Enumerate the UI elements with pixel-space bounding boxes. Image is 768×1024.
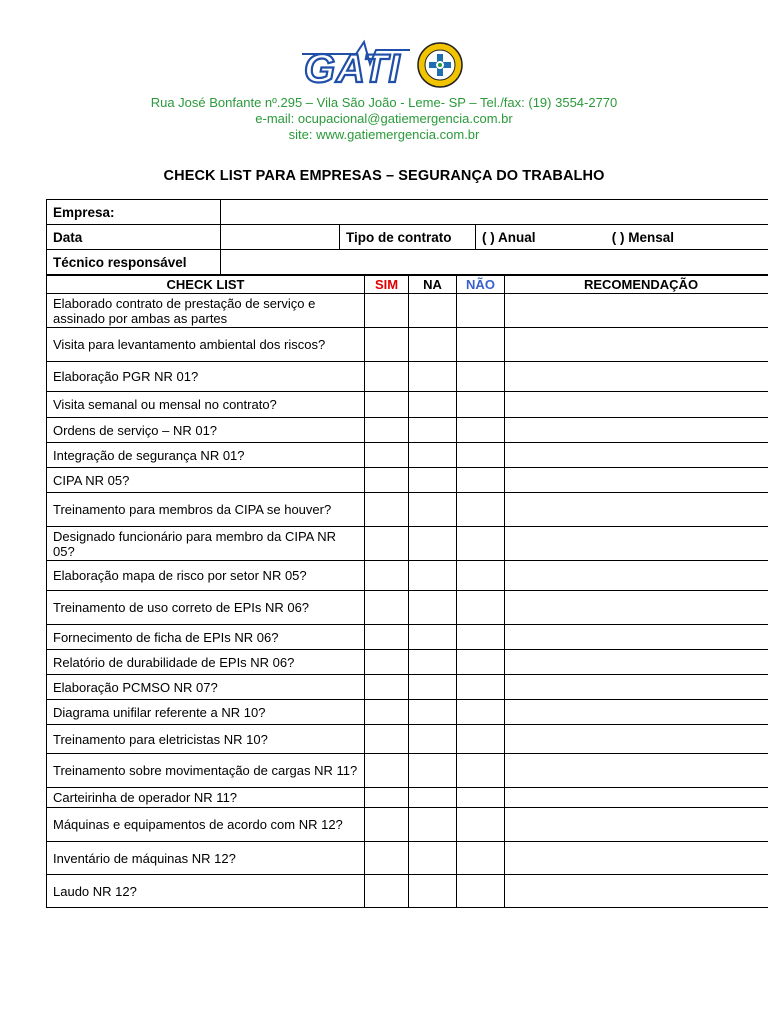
tecnico-field[interactable] [221,250,768,275]
sim-checkbox[interactable] [365,875,409,908]
na-checkbox[interactable] [409,443,457,468]
recomendacao-field[interactable] [505,591,768,625]
sim-checkbox[interactable] [365,443,409,468]
recomendacao-field[interactable] [505,788,768,808]
table-row [47,328,768,362]
nao-checkbox[interactable] [457,754,505,788]
nao-checkbox[interactable] [457,675,505,700]
col-sim-header: SIM [365,276,409,294]
checklist-item: Treinamento para membros da CIPA se houver? [47,493,365,527]
col-nao-header: NÃO [457,276,505,294]
table-row [47,527,768,561]
recomendacao-field[interactable] [505,561,768,591]
na-checkbox[interactable] [409,675,457,700]
sim-checkbox[interactable] [365,625,409,650]
sim-checkbox[interactable] [365,493,409,527]
sim-checkbox[interactable] [365,650,409,675]
recomendacao-field[interactable] [505,754,768,788]
nao-checkbox[interactable] [457,788,505,808]
na-checkbox[interactable] [409,591,457,625]
checklist-table [46,275,768,908]
table-row [47,725,768,754]
checklist-item: Visita semanal ou mensal no contrato? [47,392,365,418]
sim-checkbox[interactable] [365,468,409,493]
nao-checkbox[interactable] [457,875,505,908]
nao-checkbox[interactable] [457,392,505,418]
na-checkbox[interactable] [409,875,457,908]
table-row [47,788,768,808]
na-checkbox[interactable] [409,294,457,328]
table-row [47,842,768,875]
recomendacao-field[interactable] [505,527,768,561]
nao-checkbox[interactable] [457,418,505,443]
nao-checkbox[interactable] [457,362,505,392]
na-checkbox[interactable] [409,700,457,725]
checklist-item: Elaboração PCMSO NR 07? [47,675,365,700]
recomendacao-field[interactable] [505,842,768,875]
table-row [47,362,768,392]
tipo-contrato-options [476,225,768,250]
table-row [47,418,768,443]
anual-option[interactable]: ( ) Anual [482,229,536,245]
recomendacao-field[interactable] [505,418,768,443]
empresa-field[interactable] [221,200,768,225]
nao-checkbox[interactable] [457,443,505,468]
empresa-label: Empresa: [47,200,221,225]
checklist-item: Carteirinha de operador NR 11? [47,788,365,808]
website-line: site: www.gatiemergencia.com.br [288,127,480,142]
checklist-item: Elaboração mapa de risco por setor NR 05? [47,561,365,591]
recomendacao-field[interactable] [505,328,768,362]
email-line: e-mail: ocupacional@gatiemergencia.com.br [255,111,513,126]
recomendacao-field[interactable] [505,362,768,392]
nao-checkbox[interactable] [457,625,505,650]
col-checklist-header: CHECK LIST [47,276,365,294]
recomendacao-field[interactable] [505,808,768,842]
recomendacao-field[interactable] [505,675,768,700]
checklist-item: Visita para levantamento ambiental dos riscos? [47,328,365,362]
sim-checkbox[interactable] [365,788,409,808]
sim-checkbox[interactable] [365,675,409,700]
gati-logo [298,38,470,92]
sim-checkbox[interactable] [365,294,409,328]
na-checkbox[interactable] [409,468,457,493]
na-checkbox[interactable] [409,754,457,788]
emergency-seal-icon [418,43,462,87]
tipo-contrato-label: Tipo de contrato [340,225,476,250]
data-label: Data [47,225,221,250]
na-checkbox[interactable] [409,561,457,591]
nao-checkbox[interactable] [457,328,505,362]
col-recomendacao-header: RECOMENDAÇÃO [505,276,768,294]
checklist-item: Treinamento para eletricistas NR 10? [47,725,365,754]
na-checkbox[interactable] [409,493,457,527]
sim-checkbox[interactable] [365,418,409,443]
nao-checkbox[interactable] [457,808,505,842]
nao-checkbox[interactable] [457,725,505,754]
nao-checkbox[interactable] [457,527,505,561]
recomendacao-field[interactable] [505,443,768,468]
table-row [47,294,768,328]
sim-checkbox[interactable] [365,392,409,418]
document-title: CHECK LIST PARA EMPRESAS – SEGURANÇA DO TRABALHO [163,168,605,184]
sim-checkbox[interactable] [365,561,409,591]
tecnico-label: Técnico responsável [47,250,221,275]
table-row [47,443,768,468]
sim-checkbox[interactable] [365,725,409,754]
nao-checkbox[interactable] [457,650,505,675]
sim-checkbox[interactable] [365,362,409,392]
col-na-header: NA [409,276,457,294]
recomendacao-field[interactable] [505,700,768,725]
checklist-item: Diagrama unifilar referente a NR 10? [47,700,365,725]
na-checkbox[interactable] [409,842,457,875]
table-row [47,625,768,650]
checklist-item: Relatório de durabilidade de EPIs NR 06? [47,650,365,675]
checklist-item: CIPA NR 05? [47,468,365,493]
checklist-item: Designado funcionário para membro da CIPA NR 05? [47,527,365,561]
company-info-table [46,199,768,275]
sim-checkbox[interactable] [365,808,409,842]
mensal-option[interactable]: ( ) Mensal [611,229,675,245]
gati-logo-text: GATI [304,47,401,91]
nao-checkbox[interactable] [457,842,505,875]
checklist-item: Laudo NR 12? [47,875,365,908]
sim-checkbox[interactable] [365,328,409,362]
table-row [47,591,768,625]
table-row [47,808,768,842]
na-checkbox[interactable] [409,362,457,392]
recomendacao-field[interactable] [505,725,768,754]
sim-checkbox[interactable] [365,591,409,625]
checklist-body [47,294,768,908]
na-checkbox[interactable] [409,725,457,754]
na-checkbox[interactable] [409,650,457,675]
checklist-item: Elaborado contrato de prestação de serviço e assinado por ambas as partes [47,294,365,328]
recomendacao-field[interactable] [505,625,768,650]
checklist-item: Inventário de máquinas NR 12? [47,842,365,875]
na-checkbox[interactable] [409,328,457,362]
table-row [47,392,768,418]
na-checkbox[interactable] [409,808,457,842]
nao-checkbox[interactable] [457,561,505,591]
table-row [47,754,768,788]
nao-checkbox[interactable] [457,591,505,625]
nao-checkbox[interactable] [457,493,505,527]
nao-checkbox[interactable] [457,700,505,725]
checklist-item: Treinamento de uso correto de EPIs NR 06? [47,591,365,625]
recomendacao-field[interactable] [505,468,768,493]
na-checkbox[interactable] [409,527,457,561]
data-field[interactable] [221,225,340,250]
table-row [47,675,768,700]
recomendacao-field[interactable] [505,392,768,418]
recomendacao-field[interactable] [505,875,768,908]
recomendacao-field[interactable] [505,650,768,675]
address-line: Rua José Bonfante nº.295 – Vila São João - Leme- SP – Tel./fax: (19) 3554-2770 [150,95,618,110]
checklist-item: Fornecimento de ficha de EPIs NR 06? [47,625,365,650]
checklist-item: Integração de segurança NR 01? [47,443,365,468]
sim-checkbox[interactable] [365,754,409,788]
checklist-item: Treinamento sobre movimentação de cargas NR 11? [47,754,365,788]
recomendacao-field[interactable] [505,294,768,328]
checklist-item: Máquinas e equipamentos de acordo com NR 12? [47,808,365,842]
nao-checkbox[interactable] [457,294,505,328]
na-checkbox[interactable] [409,625,457,650]
na-checkbox[interactable] [409,418,457,443]
sim-checkbox[interactable] [365,700,409,725]
na-checkbox[interactable] [409,392,457,418]
checklist-item: Elaboração PGR NR 01? [47,362,365,392]
table-row [47,650,768,675]
sim-checkbox[interactable] [365,842,409,875]
table-row [47,875,768,908]
recomendacao-field[interactable] [505,493,768,527]
table-row [47,493,768,527]
table-row [47,468,768,493]
table-row [47,700,768,725]
table-row [47,561,768,591]
nao-checkbox[interactable] [457,468,505,493]
checklist-item: Ordens de serviço – NR 01? [47,418,365,443]
na-checkbox[interactable] [409,788,457,808]
sim-checkbox[interactable] [365,527,409,561]
